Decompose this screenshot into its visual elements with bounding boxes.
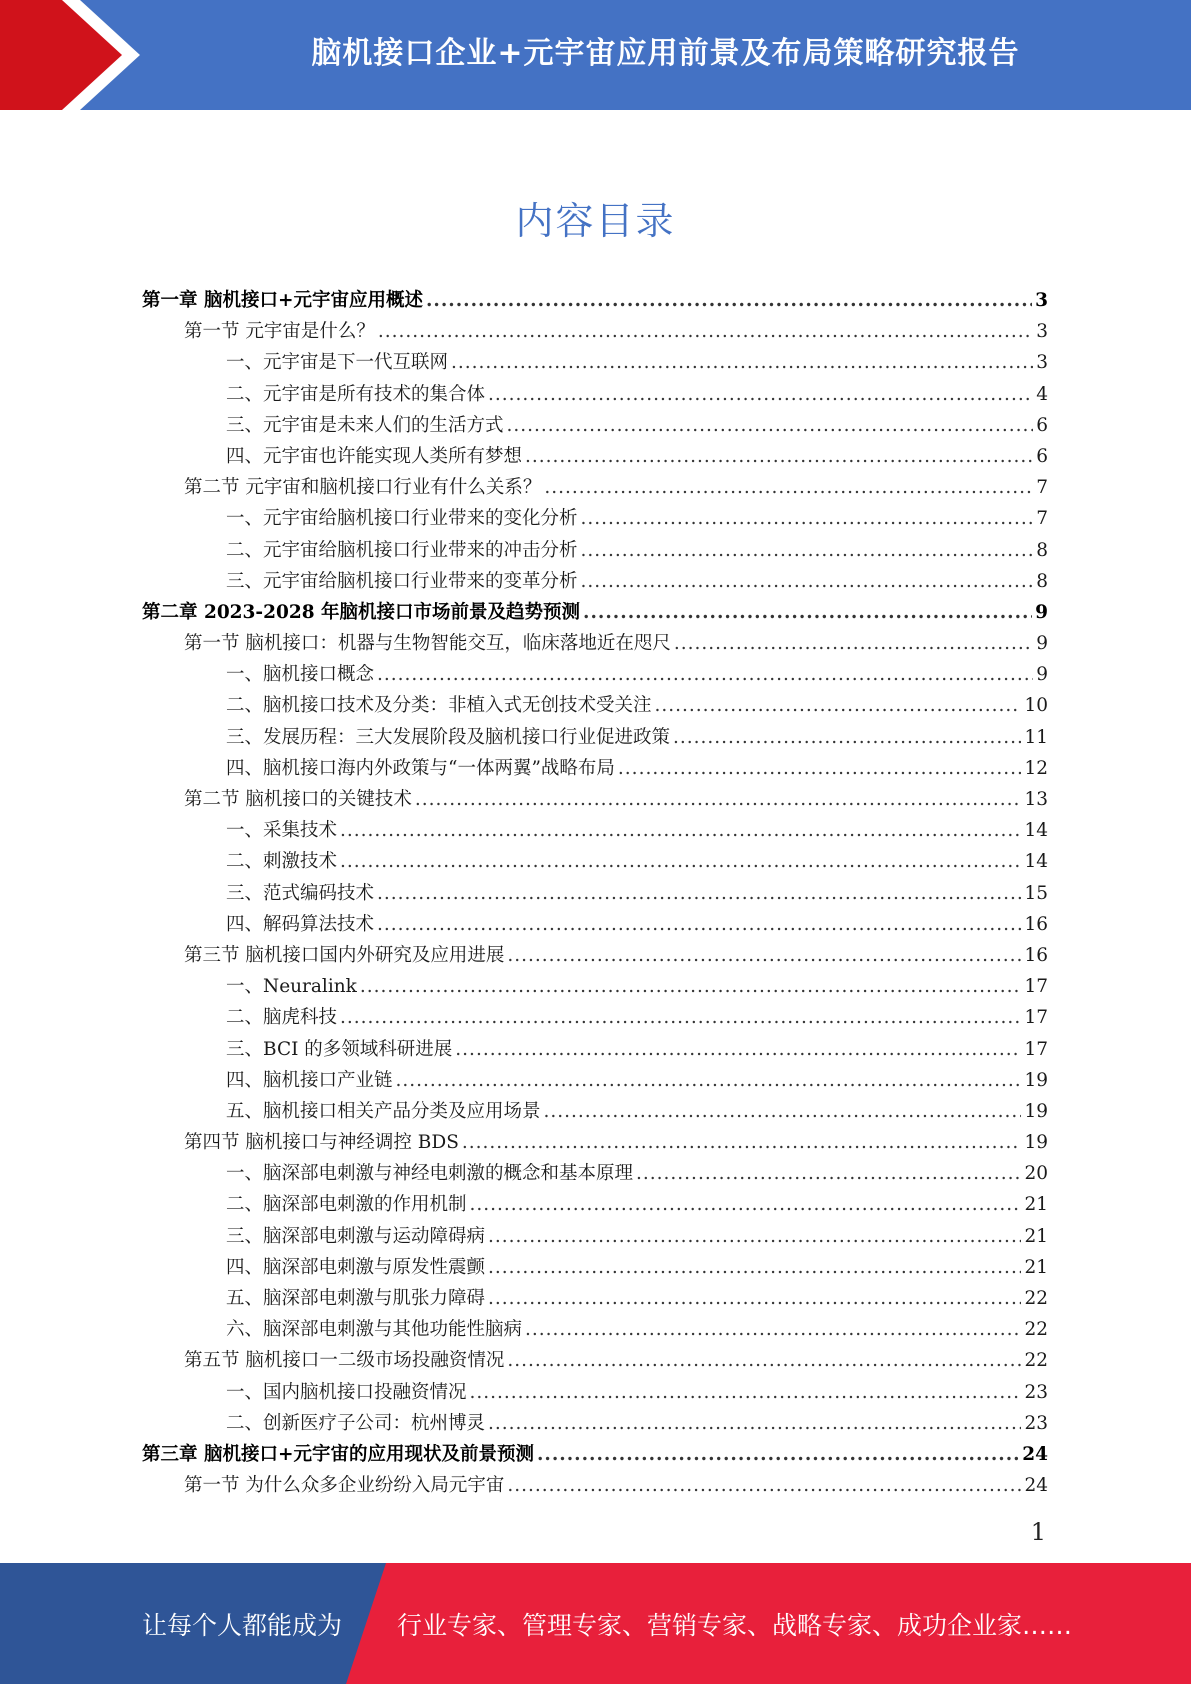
toc-entry[interactable] [142, 784, 1048, 815]
toc-entry-page: 21 [1024, 1194, 1048, 1216]
toc-entry-page: 7 [1036, 508, 1048, 530]
toc-entry[interactable] [142, 690, 1048, 721]
toc-entry[interactable] [142, 503, 1048, 534]
toc-entry-title: 第四节 脑机接口与神经调控 BDS [184, 1132, 459, 1154]
toc-leader-dots [488, 379, 1033, 410]
toc-entry-title: 三、脑深部电刺激与运动障碍病 [226, 1225, 486, 1247]
toc-entry-title: 第五节 脑机接口一二级市场投融资情况 [184, 1350, 505, 1372]
toc-leader-dots [507, 940, 1021, 971]
toc-leader-dots [507, 1345, 1021, 1376]
toc-entry-title: 三、元宇宙给脑机接口行业带来的变革分析 [226, 570, 578, 592]
toc-entry-title: 四、解码算法技术 [226, 913, 375, 935]
toc-entry-page: 9 [1036, 664, 1048, 686]
toc-entry-title: 一、元宇宙是下一代互联网 [226, 352, 449, 374]
toc-entry-title: 一、采集技术 [226, 820, 338, 842]
toc-leader-dots [415, 784, 1022, 815]
toc-entry[interactable] [142, 1345, 1048, 1376]
report-footer [0, 1563, 1191, 1684]
toc-entry-title: 二、脑深部电刺激的作用机制 [226, 1194, 467, 1216]
toc-entry-title: 第二章 2023-2028 年脑机接口市场前景及趋势预测 [142, 601, 581, 623]
toc-entry-page: 14 [1024, 851, 1048, 873]
toc-leader-dots [462, 1127, 1022, 1158]
toc-entry[interactable] [142, 1377, 1048, 1408]
toc-leader-dots [544, 1096, 1022, 1127]
toc-entry-title: 四、脑机接口产业链 [226, 1069, 393, 1091]
footer-tagline: 行业专家、管理专家、营销专家、战略专家、成功企业家…… [397, 1610, 1073, 1640]
toc-leader-dots [377, 659, 1033, 690]
toc-entry[interactable] [142, 472, 1048, 503]
toc-entry-page: 6 [1036, 445, 1048, 467]
toc-entry-page: 6 [1036, 414, 1048, 436]
toc-entry[interactable] [142, 1158, 1048, 1189]
toc-entry-title: 二、脑机接口技术及分类：非植入式无创技术受关注 [226, 695, 652, 717]
toc-leader-dots [426, 285, 1032, 316]
toc-entry[interactable] [142, 1252, 1048, 1283]
toc-entry[interactable] [142, 878, 1048, 909]
toc-entry[interactable] [142, 441, 1048, 472]
toc-entry-title: 一、脑机接口概念 [226, 664, 375, 686]
toc-entry-title: 二、元宇宙给脑机接口行业带来的冲击分析 [226, 539, 578, 561]
toc-leader-dots [507, 410, 1034, 441]
toc-leader-dots [507, 1470, 1021, 1501]
toc-entry-page: 13 [1024, 789, 1048, 810]
toc-entry-page: 10 [1024, 695, 1048, 717]
toc-entry-page: 16 [1024, 913, 1048, 935]
toc-entry-title: 二、创新医疗子公司：杭州博灵 [226, 1412, 486, 1434]
report-title: 脑机接口企业+元宇宙应用前景及布局策略研究报告 [311, 36, 1020, 71]
toc-entry-title: 三、发展历程：三大发展阶段及脑机接口行业促进政策 [226, 726, 671, 748]
toc-entry-title: 五、脑深部电刺激与肌张力障碍 [226, 1288, 486, 1309]
toc-entry[interactable] [142, 971, 1048, 1002]
toc-entry-title: 第二节 脑机接口的关键技术 [184, 789, 412, 810]
footer-slogan: 让每个人都能成为 [142, 1610, 343, 1640]
toc-entry[interactable] [142, 1002, 1048, 1033]
toc-entry[interactable] [142, 1470, 1048, 1501]
toc-entry-title: 一、Neuralink [226, 976, 357, 998]
toc-leader-dots [618, 753, 1022, 784]
toc-entry-page: 21 [1024, 1225, 1048, 1247]
toc-leader-dots [377, 878, 1021, 909]
toc-entry[interactable] [142, 1034, 1048, 1065]
toc-leader-dots [340, 1002, 1021, 1033]
toc-leader-dots [360, 971, 1022, 1002]
toc-entry-page: 22 [1024, 1350, 1048, 1372]
toc-leader-dots [583, 597, 1032, 628]
toc-leader-dots [544, 472, 1033, 503]
toc-entry-title: 一、脑深部电刺激与神经电刺激的概念和基本原理 [226, 1163, 634, 1185]
toc-entry[interactable] [142, 909, 1048, 940]
toc-entry[interactable] [142, 1221, 1048, 1252]
toc-entry-page: 23 [1024, 1412, 1048, 1434]
toc-entry[interactable] [142, 1314, 1048, 1345]
toc-entry[interactable] [142, 597, 1048, 628]
toc-entry-title: 三、元宇宙是未来人们的生活方式 [226, 414, 504, 436]
toc-entry[interactable] [142, 316, 1048, 347]
toc-leader-dots [581, 566, 1034, 597]
toc-leader-dots [340, 815, 1021, 846]
toc-entry-title: 第一节 为什么众多企业纷纷入局元宇宙 [184, 1475, 505, 1497]
toc-entry-page: 3 [1036, 352, 1048, 374]
toc-leader-dots [378, 316, 1033, 347]
toc-leader-dots [340, 846, 1021, 877]
toc-heading: 内容目录 [515, 199, 676, 243]
toc-entry-title: 六、脑深部电刺激与其他功能性脑病 [226, 1319, 523, 1341]
toc-leader-dots [488, 1252, 1021, 1283]
toc-leader-dots [470, 1189, 1022, 1220]
toc-leader-dots [488, 1221, 1021, 1252]
toc-entry-title: 第三章 脑机接口+元宇宙的应用现状及前景预测 [142, 1443, 534, 1465]
toc-entry-title: 四、脑深部电刺激与原发性震颤 [226, 1256, 486, 1278]
toc-entry-title: 第三节 脑机接口国内外研究及应用进展 [184, 944, 505, 966]
toc-leader-dots [581, 535, 1034, 566]
toc-entry-page: 17 [1024, 1007, 1048, 1029]
toc-leader-dots [537, 1439, 1019, 1470]
toc-entry-title: 四、元宇宙也许能实现人类所有梦想 [226, 445, 523, 467]
toc-entry[interactable] [142, 846, 1048, 877]
toc-entry-title: 四、脑机接口海内外政策与“一体两翼”战略布局 [226, 757, 615, 779]
toc-entry[interactable] [142, 285, 1048, 316]
toc-entry-title: 一、元宇宙给脑机接口行业带来的变化分析 [226, 508, 578, 530]
toc-entry-title: 第一章 脑机接口+元宇宙应用概述 [142, 290, 423, 311]
toc-entry-title: 三、BCI 的多领域科研进展 [226, 1038, 453, 1060]
toc-entry-page: 19 [1024, 1069, 1048, 1091]
toc-entry[interactable] [142, 659, 1048, 690]
toc-entry[interactable] [142, 1065, 1048, 1096]
toc-entry-page: 3 [1035, 290, 1048, 311]
toc-entry[interactable] [142, 566, 1048, 597]
toc-entry[interactable] [142, 379, 1048, 410]
toc-entry[interactable] [142, 1283, 1048, 1314]
toc-entry-page: 16 [1024, 944, 1048, 966]
toc-entry-title: 第二节 元宇宙和脑机接口行业有什么关系？ [184, 477, 542, 499]
toc-entry-page: 3 [1036, 321, 1048, 343]
toc-entry-page: 4 [1036, 383, 1048, 405]
toc-entry-page: 9 [1035, 601, 1048, 623]
toc-entry-page: 24 [1022, 1443, 1048, 1465]
toc-entry-title: 二、元宇宙是所有技术的集合体 [226, 383, 486, 405]
page-number: 1 [1030, 1518, 1046, 1546]
toc-entry-title: 五、脑机接口相关产品分类及应用场景 [226, 1100, 541, 1122]
toc-entry-title: 二、脑虎科技 [226, 1007, 338, 1029]
toc-leader-dots [470, 1377, 1022, 1408]
toc-leader-dots [377, 909, 1021, 940]
toc-entry-page: 11 [1024, 726, 1048, 748]
toc-entry[interactable] [142, 347, 1048, 378]
toc-entry-page: 22 [1024, 1288, 1048, 1309]
toc-entry[interactable] [142, 628, 1048, 659]
toc-entry-page: 12 [1024, 757, 1048, 779]
toc-entry-page: 19 [1024, 1100, 1048, 1122]
toc-leader-dots [674, 628, 1033, 659]
toc-entry-page: 22 [1024, 1319, 1048, 1341]
header-arrow-icon [0, 0, 160, 110]
toc-entry-page: 8 [1036, 570, 1048, 592]
toc-entry-page: 8 [1036, 539, 1048, 561]
toc-leader-dots [655, 690, 1022, 721]
toc-entry-page: 9 [1036, 633, 1048, 655]
toc-leader-dots [525, 441, 1033, 472]
toc-entry-title: 第一节 元宇宙是什么？ [184, 321, 375, 343]
toc-entry-page: 20 [1024, 1163, 1048, 1185]
toc-entry-page: 15 [1024, 882, 1048, 904]
toc-entry-title: 二、刺激技术 [226, 851, 338, 873]
toc-entry[interactable] [142, 753, 1048, 784]
toc-leader-dots [488, 1408, 1021, 1439]
toc-entry[interactable] [142, 1127, 1048, 1158]
toc-entry[interactable] [142, 1096, 1048, 1127]
toc-entry[interactable] [142, 722, 1048, 753]
toc-entry[interactable] [142, 410, 1048, 441]
toc-entry-title: 三、范式编码技术 [226, 882, 375, 904]
toc-entry-page: 17 [1024, 1038, 1048, 1060]
toc-entry-title: 第一节 脑机接口：机器与生物智能交互，临床落地近在咫尺 [184, 633, 671, 655]
table-of-contents [142, 285, 1048, 1501]
toc-leader-dots [673, 722, 1021, 753]
report-header [0, 0, 1191, 110]
toc-entry[interactable] [142, 940, 1048, 971]
toc-entry[interactable] [142, 1408, 1048, 1439]
toc-entry-page: 23 [1024, 1381, 1048, 1403]
toc-entry-page: 19 [1024, 1132, 1048, 1154]
toc-leader-dots [636, 1158, 1021, 1189]
toc-entry[interactable] [142, 535, 1048, 566]
toc-leader-dots [396, 1065, 1022, 1096]
toc-entry-page: 21 [1024, 1256, 1048, 1278]
toc-entry[interactable] [142, 815, 1048, 846]
toc-entry-page: 24 [1024, 1475, 1048, 1497]
toc-entry-page: 17 [1024, 976, 1048, 998]
toc-entry-page: 7 [1036, 477, 1048, 499]
toc-entry[interactable] [142, 1189, 1048, 1220]
toc-leader-dots [451, 347, 1033, 378]
toc-leader-dots [581, 503, 1034, 534]
toc-leader-dots [525, 1314, 1021, 1345]
toc-entry[interactable] [142, 1439, 1048, 1470]
toc-leader-dots [488, 1283, 1021, 1314]
toc-leader-dots [455, 1034, 1021, 1065]
toc-entry-page: 14 [1024, 820, 1048, 842]
toc-entry-title: 一、国内脑机接口投融资情况 [226, 1381, 467, 1403]
